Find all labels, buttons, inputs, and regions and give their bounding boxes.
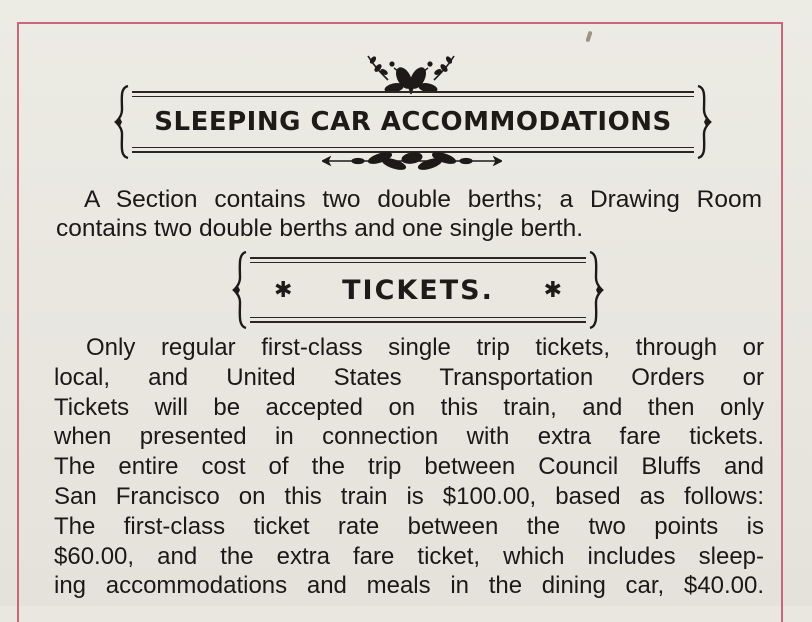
text-line: Tickets will be accepted on this train, and then only: [54, 393, 764, 421]
text-line: San Francisco on this train is $100.00, based as follows:: [54, 482, 764, 510]
section-heading-banner: [236, 254, 600, 326]
sleeping-car-text: [56, 185, 762, 243]
text-line: ing accommodations and meals in the dining car, $40.00.: [54, 572, 764, 600]
asterisk-flower-icon: ✱: [274, 278, 293, 303]
asterisk-flower-icon: ✱: [543, 278, 562, 303]
heading-tickets: TICKETS.: [342, 274, 494, 306]
text-line: The first-class ticket rate between the two points is: [54, 512, 764, 540]
tickets-text: [54, 333, 764, 601]
text-line: The entire cost of the trip between Council Bluffs and: [54, 453, 764, 481]
text-line: when presented in connection with extra fare tickets.: [54, 423, 764, 451]
text-line: $60.00, and the extra fare ticket, which includes sleep-: [54, 542, 764, 570]
text-line: A Section contains two double berths; a Drawing Room: [84, 186, 762, 213]
text-line: Only regular first-class single trip tickets, through or: [86, 334, 764, 361]
text-line: local, and United States Transportation Orders or: [54, 363, 764, 391]
section-heading-banner: [118, 88, 708, 156]
text-line: contains two double berths and one single berth.: [56, 215, 584, 242]
heading-sleeping-car: SLEEPING CAR ACCOMMODATIONS: [154, 107, 672, 137]
vine-flourish-icon: [322, 150, 502, 172]
